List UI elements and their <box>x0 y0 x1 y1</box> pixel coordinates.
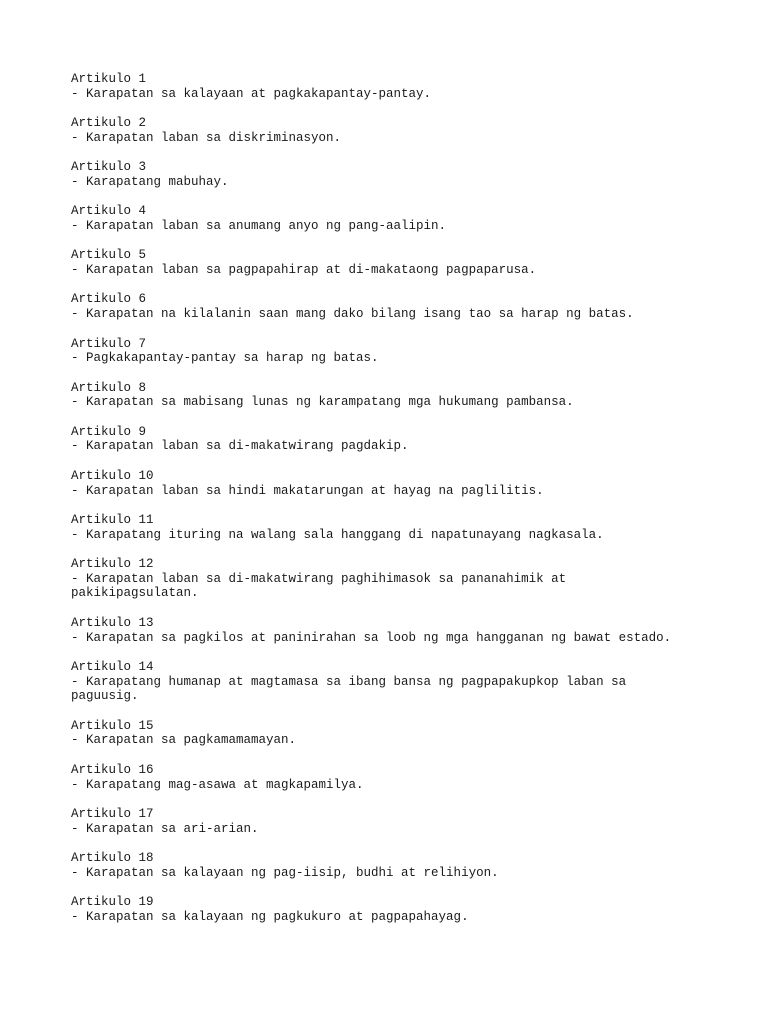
article-text: - Karapatan laban sa anumang anyo ng pang-aalipin. <box>71 218 447 233</box>
article-heading: Artikulo 16 <box>71 762 154 777</box>
article-block <box>71 851 711 880</box>
article-heading: Artikulo 4 <box>71 204 147 219</box>
article-block <box>71 469 711 498</box>
article-block <box>71 72 711 101</box>
article-heading: Artikulo 18 <box>71 851 154 865</box>
article-block <box>71 895 711 924</box>
article-heading: Artikulo 13 <box>71 615 154 630</box>
article-heading: Artikulo 10 <box>71 468 154 483</box>
article-heading: Artikulo 1 <box>71 72 147 86</box>
article-block <box>71 248 711 277</box>
article-block <box>71 557 711 601</box>
article-text: - Karapatan sa kalayaan at pagkakapantay-pantay. <box>71 86 432 101</box>
article-text: - Karapatan laban sa diskriminasyon. <box>71 130 342 145</box>
article-block <box>71 807 711 836</box>
article-text: - Karapatan sa pagkilos at paninirahan sa loob ng mga hangganan ng bawat estado. <box>71 630 672 645</box>
article-heading: Artikulo 17 <box>71 806 154 821</box>
article-heading: Artikulo 6 <box>71 292 147 307</box>
article-block <box>71 719 711 748</box>
article-text: - Karapatan laban sa pagpapahirap at di-makataong pagpaparusa. <box>71 263 537 278</box>
article-text: - Karapatang mabuhay. <box>71 174 229 189</box>
article-text: - Karapatang mag-asawa at magkapamilya. <box>71 777 364 792</box>
article-block <box>71 660 711 704</box>
article-block <box>71 425 711 454</box>
article-text: - Karapatan sa pagkamamamayan. <box>71 733 297 748</box>
article-heading: Artikulo 8 <box>71 380 147 395</box>
document-body <box>71 72 711 939</box>
article-text: - Karapatan sa kalayaan ng pagkukuro at pagpapahayag. <box>71 909 469 924</box>
article-text: - Pagkakapantay-pantay sa harap ng batas. <box>71 351 379 366</box>
article-text: - Karapatan laban sa di-makatwirang pagdakip. <box>71 439 409 454</box>
article-heading: Artikulo 12 <box>71 557 154 572</box>
article-heading: Artikulo 7 <box>71 336 147 351</box>
article-block <box>71 337 711 366</box>
article-block <box>71 513 711 542</box>
article-text: - Karapatang humanap at magtamasa sa ibang bansa ng pagpapakupkop laban sa paguusig. <box>71 674 627 704</box>
article-heading: Artikulo 3 <box>71 160 147 175</box>
article-block <box>71 160 711 189</box>
article-text: - Karapatang ituring na walang sala hanggang di napatunayang nagkasala. <box>71 527 604 542</box>
article-heading: Artikulo 14 <box>71 659 154 674</box>
article-text: - Karapatan sa kalayaan ng pag-iisip, budhi at relihiyon. <box>71 865 499 880</box>
article-text: - Karapatan na kilalanin saan mang dako bilang isang tao sa harap ng batas. <box>71 307 634 322</box>
article-heading: Artikulo 15 <box>71 718 154 733</box>
article-block <box>71 116 711 145</box>
article-heading: Artikulo 2 <box>71 116 147 131</box>
article-text: - Karapatan sa ari-arian. <box>71 821 259 836</box>
article-heading: Artikulo 5 <box>71 248 147 263</box>
article-block <box>71 204 711 233</box>
article-block <box>71 616 711 645</box>
article-heading: Artikulo 19 <box>71 895 154 910</box>
article-text: - Karapatan laban sa di-makatwirang paghihimasok sa pananahimik at pakikipagsulatan. <box>71 571 567 601</box>
article-block <box>71 763 711 792</box>
article-block <box>71 292 711 321</box>
article-text: - Karapatan sa mabisang lunas ng karampatang mga hukumang pambansa. <box>71 395 574 410</box>
article-heading: Artikulo 11 <box>71 512 154 527</box>
article-block <box>71 381 711 410</box>
article-text: - Karapatan laban sa hindi makatarungan at hayag na paglilitis. <box>71 483 544 498</box>
article-heading: Artikulo 9 <box>71 424 147 439</box>
